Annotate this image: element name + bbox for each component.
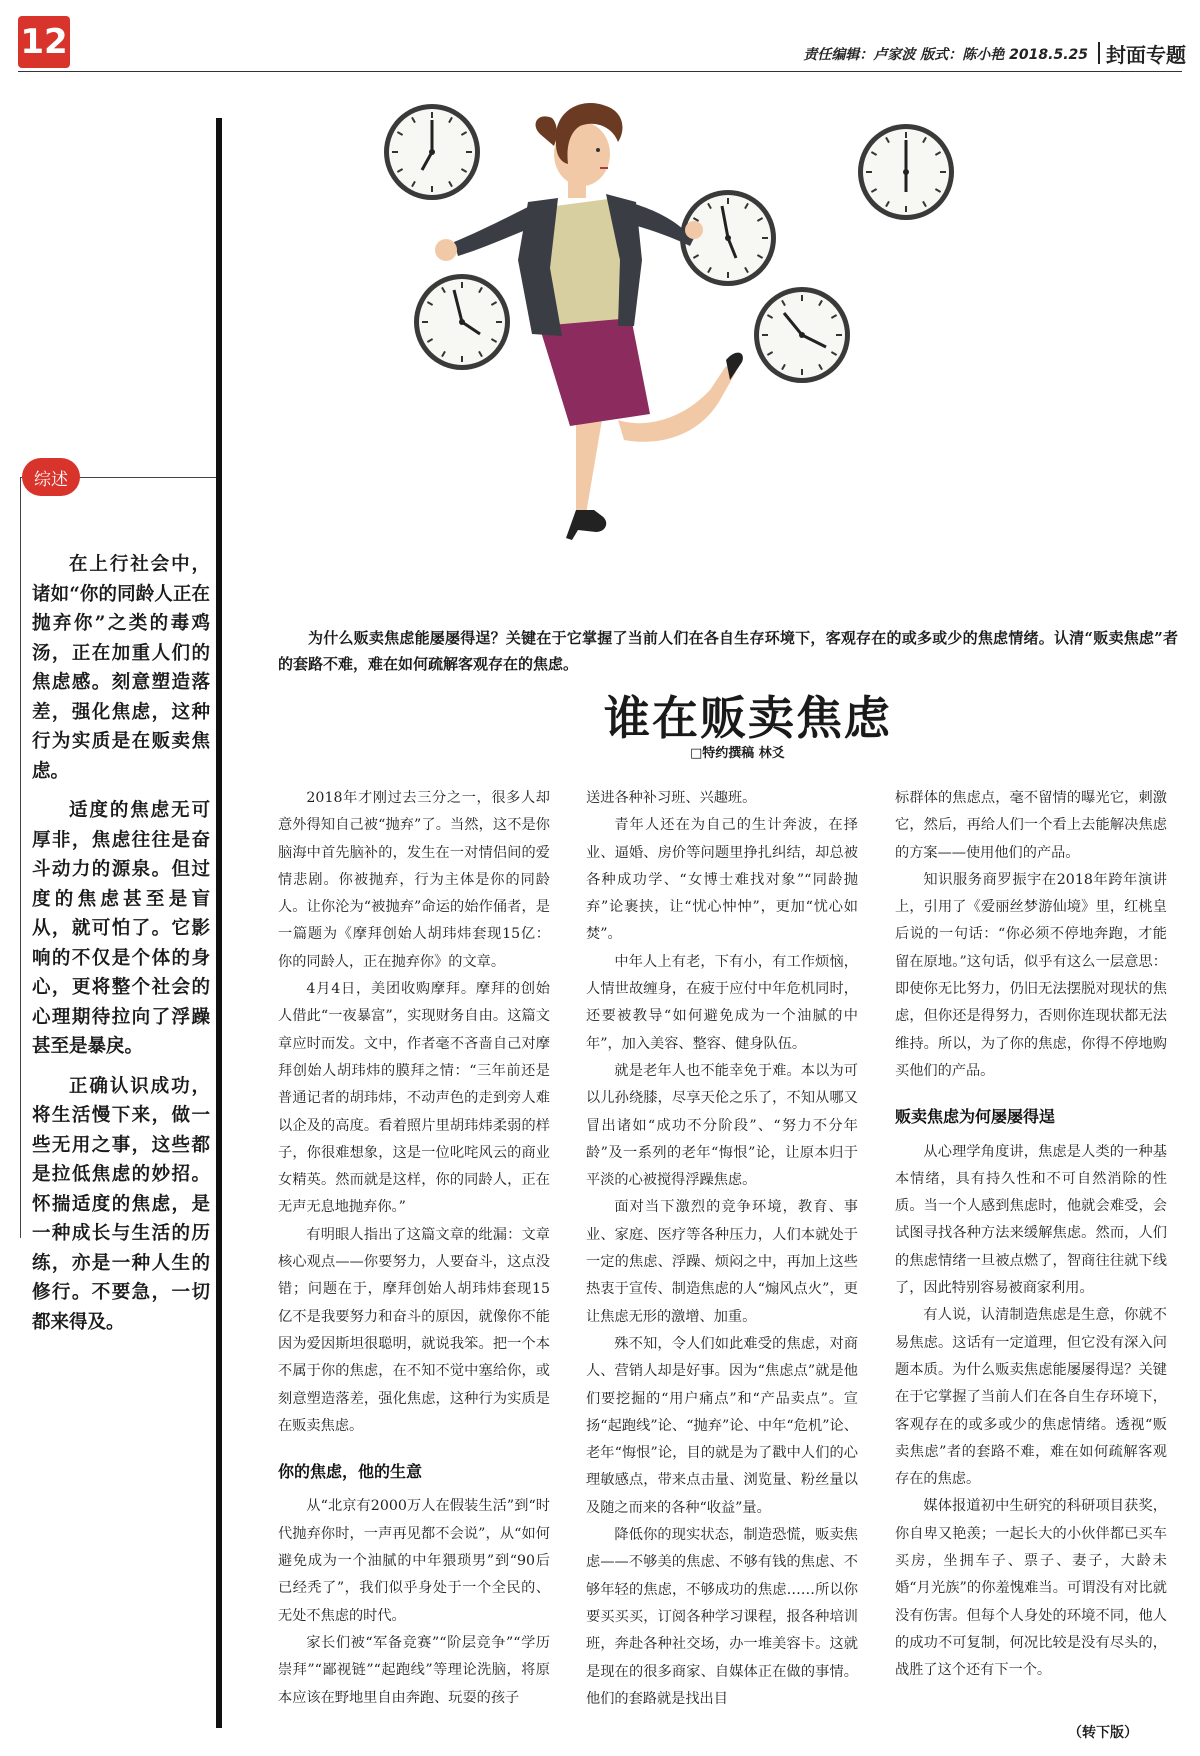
section-heading: 你的焦虑，他的生意 [278,1462,423,1482]
section-name: 封面专题 [1106,43,1186,67]
body-paragraph: 青年人还在为自己的生计奔波，在择业、逼婚、房价等问题里挣扎纠结，却总被各种成功学、“女博士难找对象”“同龄抛弃”论裹挟，让“忧心忡忡”，更加“忧心如焚”。 [586,817,858,943]
clock-icon [414,274,510,370]
body-paragraph: 面对当下激烈的竞争环境，教育、事业、家庭、医疗等各种压力，人们本就处于一定的焦虑、浮躁、烦闷之中，再加上这些热衷于宣传、制造焦虑的人“煽风点火”，更让焦虑无形的激增、加重。 [586,1199,858,1325]
section-heading: 贩卖焦虑为何屡屡得逞 [895,1107,1056,1127]
continued-note: （转下版） [1068,1725,1138,1741]
article-lead: 为什么贩卖焦虑能屡屡得逞？关键在于它掌握了当前人们在各自生存环境下，客观存在的或多或少的焦虑情绪。认清“贩卖焦虑”者的套路不难，难在如何疏解客观存在的焦虑。 [278,629,1178,673]
article-title: 谁在贩卖焦虑 [604,691,892,745]
article-byline: □特约撰稿 林爻 [690,746,785,761]
body-paragraph: 有明眼人指出了这篇文章的纰漏：文章核心观点——你要努力，人要奋斗，这点没错；问题在于，摩拜创始人胡玮炜套现15亿不是我要努力和奋斗的原因，就像你不能因为爱因斯坦很聪明，就说我笨。把一个本不属于你的焦虑，在不知不觉中塞给你，或刻意塑造落差，强化焦虑，这种行为实质是在贩卖焦虑。 [278,1226,550,1434]
body-paragraph: 家长们被“军备竞赛”“阶层竞争”“学历崇拜”“鄙视链”“起跑线”等理论洗脑，将原本应该在野地里自由奔跑、玩耍的孩子 [278,1634,550,1706]
page-number: 12 [18,16,70,68]
body-paragraph: 中年人上有老，下有小，有工作烦恼，人情世故缠身，在疲于应付中年危机同时，还要被教导“如何避免成为一个油腻的中年”，加入美容、整容、健身队伍。 [586,953,858,1052]
body-paragraph: 从“北京有2000万人在假装生活”到“时代抛弃你时，一声再见都不会说”，从“如何避免成为一个油腻的中年猥琐男”到“90后已经秃了”，我们似乎身处于一个全民的、无处不焦虑的时代。 [278,1498,550,1624]
body-paragraph: 就是老年人也不能幸免于难。本以为可以儿孙绕膝，尽享天伦之乐了，不知从哪又冒出诸如“成功不分阶段”、“努力不分年龄”及一系列的老年“悔恨”论，让原本归于平淡的心被搅得浮躁焦虑。 [586,1062,858,1189]
body-paragraph: 4月4日，美团收购摩拜。摩拜的创始人借此“一夜暴富”，实现财务自由。这篇文章应时而发。文中，作者毫不吝啬自己对摩拜创始人胡玮炜的膜拜之情：“三年前还是普通记者的胡玮炜，不动声色的走到旁人难以企及的高度。看着照片里胡玮炜柔弱的样子，你很难想象，这是一位叱咤风云的商业女精英。然而就是这样，你的同龄人，正在无声无息地抛弃你。” [278,981,550,1216]
running-woman-clocks-illustration [380,90,1080,600]
header-rule [18,71,1182,72]
summary-tag: 综述 [22,458,80,496]
header-separator [1098,42,1100,64]
body-paragraph: 送进各种补习班、兴趣班。 [586,790,757,806]
article-column-3 [895,785,1167,1685]
body-paragraph: 有人说，认清制造焦虑是生意，你就不易焦虑。这话有一定道理，但它没有深入问题本质。为什么贩卖焦虑能屡屡得逞？关键在于它掌握了当前人们在各自生存环境下，客观存在的或多或少的焦虑情绪。透视“贩卖焦虑”者的套路不难，难在如何疏解客观存在的焦虑。 [895,1307,1167,1488]
summary-paragraph: 适度的焦虑无可厚非，焦虑往往是奋斗动力的源泉。但过度的焦虑甚至是盲从，就可怕了。它影响的不仅是个体的身心，更将整个社会的心理期待拉向了浮躁甚至是暴戾。 [32,800,210,1057]
body-paragraph: 从心理学角度讲，焦虑是人类的一种基本情绪，具有持久性和不可自然消除的性质。当一个人感到焦虑时，他就会难受，会试图寻找各种方法来缓解焦虑。然而，人们的焦虑情绪一旦被点燃了，智商往往就下线了，因此特别容易被商家利用。 [895,1143,1167,1297]
body-paragraph: 降低你的现实状态，制造恐慌，贩卖焦虑——不够美的焦虑、不够有钱的焦虑、不够年轻的焦虑，不够成功的焦虑……所以你要买买买，订阅各种学习课程，报各种培训班，奔赴各种社交场，办一堆美容卡。这就是现在的很多商家、自媒体正在做的事情。他们的套路就是找出目 [586,1527,858,1707]
clock-icon [384,104,480,200]
body-paragraph: 媒体报道初中生研究的科研项目获奖，你自卑又艳羡；一起长大的小伙伴都已买车买房，坐拥车子、票子、妻子，大龄未婚“月光族”的你羞愧难当。可谓没有对比就没有伤害。但每个人身处的环境不同，他人的成功不可复制，何况比较是没有尽头的，战胜了这个还有下一个。 [895,1498,1167,1679]
body-paragraph: 标群体的焦虑点，毫不留情的曝光它，刺激它，然后，再给人们一个看上去能解决焦虑的方案——使用他们的产品。 [895,790,1167,861]
summary-paragraph: 正确认识成功，将生活慢下来，做一些无用之事，这些都是拉低焦虑的妙招。怀揣适度的焦虑，是一种成长与生活的历练，亦是一种人生的修行。不要急，一切都来得及。 [32,1075,210,1333]
clock-icon [754,287,850,383]
summary-text [32,550,210,1347]
summary-paragraph: 在上行社会中，诸如“你的同龄人正在抛弃你”之类的毒鸡汤，正在加重人们的焦虑感。刻意塑造落差，强化焦虑，这种行为实质是在贩卖焦虑。 [32,554,210,782]
article-column-1 [278,785,550,1712]
body-paragraph: 知识服务商罗振宇在2018年跨年演讲上，引用了《爱丽丝梦游仙境》里，红桃皇后说的一句话：“你必须不停地奔跑，才能留在原地。”这句话，似乎有这么一层意思：即使你无比努力，仍旧无法摆脱对现状的焦虑，但你还是得努力，否则你连现状都无法维持。所以，为了你的焦虑，你得不停地购买他们的产品。 [895,871,1167,1079]
clock-icon [858,124,954,220]
body-paragraph: 2018年才刚过去三分之一，很多人却意外得知自己被“抛弃”了。当然，这不是你脑海中首先脑补的，发生在一对情侣间的爱情悲剧。你被抛弃，行为主体是你的同龄人。让你沦为“被抛弃”命运的始作俑者，是一篇题为《摩拜创始人胡玮炜套现15亿：你的同龄人，正在抛弃你》的文章。 [278,790,550,970]
article-column-2 [586,785,858,1713]
body-paragraph: 殊不知，令人们如此难受的焦虑，对商人、营销人却是好事。因为“焦虑点”就是他们要挖掘的“用户痛点”和“产品卖点”。宣扬“起跑线”论、“抛弃”论、中年“危机”论、老年“悔恨”论，目的就是为了戳中人们的心理敏感点，带来点击量、浏览量、粉丝量以及随之而来的各种“收益”量。 [586,1335,858,1516]
header-credits: 责任编辑：卢家波 版式：陈小艳 2018.5.25 [803,47,1088,63]
